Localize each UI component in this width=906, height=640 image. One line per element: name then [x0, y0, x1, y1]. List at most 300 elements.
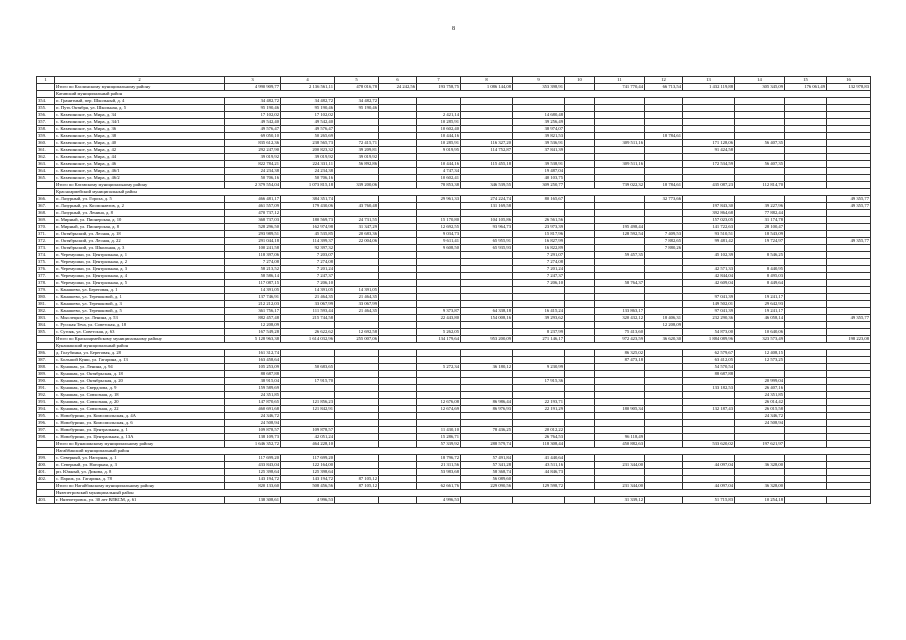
- table-cell: [461, 294, 513, 301]
- table-cell: 128 592,54: [595, 231, 645, 238]
- table-cell: [785, 301, 827, 308]
- table-cell: 39 538,91: [513, 161, 565, 168]
- table-cell: [595, 119, 645, 126]
- table-cell: 8 449,64: [735, 280, 785, 287]
- table-row: [37, 203, 871, 210]
- table-cell: 62 579,67: [683, 350, 735, 357]
- table-cell: 22 004,06: [335, 238, 379, 245]
- table-cell: [595, 196, 645, 203]
- table-cell: [335, 315, 379, 322]
- table-cell: 19 724,97: [735, 238, 785, 245]
- table-cell: [379, 322, 417, 329]
- table-cell: 5 262,05: [417, 329, 461, 336]
- table-row: [37, 385, 871, 392]
- table-cell: 42 051,24: [281, 434, 335, 441]
- table-row: [37, 119, 871, 126]
- table-cell: [785, 154, 827, 161]
- table-cell: 377.: [37, 273, 55, 280]
- table-cell: [513, 294, 565, 301]
- table-cell: [827, 476, 871, 483]
- table-cell: 394.: [37, 406, 55, 413]
- table-cell: [683, 455, 735, 462]
- table-cell: [645, 140, 683, 147]
- table-cell: 224 331,11: [281, 161, 335, 168]
- table-cell: [513, 98, 565, 105]
- table-cell: 212 212,03: [225, 301, 281, 308]
- table-cell: [565, 287, 595, 294]
- table-cell: 835 612,36: [225, 140, 281, 147]
- table-cell: [379, 427, 417, 434]
- table-cell: [335, 259, 379, 266]
- table-cell: 392 864,68: [683, 210, 735, 217]
- table-cell: [461, 357, 513, 364]
- table-cell: [645, 469, 683, 476]
- table-cell: [595, 294, 645, 301]
- table-cell: 95 190,46: [225, 105, 281, 112]
- table-cell: [785, 105, 827, 112]
- table-cell: 370.: [37, 224, 55, 231]
- table-cell: 97 041,39: [683, 308, 735, 315]
- table-cell: 358.: [37, 126, 55, 133]
- table-cell: с. Новобурино, ул. Центральная, д. 13А: [55, 434, 225, 441]
- table-cell: [595, 413, 645, 420]
- table-cell: [281, 322, 335, 329]
- column-header: 7: [417, 77, 461, 84]
- table-cell: [565, 427, 595, 434]
- table-row: [37, 441, 871, 448]
- table-cell: 320 432,12: [595, 315, 645, 322]
- table-cell: [645, 161, 683, 168]
- table-cell: 739 022,32: [595, 182, 645, 189]
- table-cell: [513, 371, 565, 378]
- table-cell: [735, 196, 785, 203]
- table-cell: [335, 455, 379, 462]
- column-header: 15: [785, 77, 827, 84]
- table-cell: [565, 217, 595, 224]
- page-number: 8: [452, 26, 455, 32]
- table-cell: 14 391,05: [225, 287, 281, 294]
- table-cell: 41 440,64: [513, 455, 565, 462]
- table-row: [37, 140, 871, 147]
- table-cell: 12 692,55: [417, 224, 461, 231]
- table-cell: 10 602,41: [417, 175, 461, 182]
- table-cell: [735, 469, 785, 476]
- table-cell: [37, 441, 55, 448]
- table-cell: 109 878,57: [225, 427, 281, 434]
- table-cell: 376.: [37, 266, 55, 273]
- table-cell: [565, 112, 595, 119]
- table-cell: [785, 315, 827, 322]
- table-cell: [595, 301, 645, 308]
- table-cell: 56 407,35: [735, 140, 785, 147]
- table-cell: [281, 392, 335, 399]
- table-cell: [461, 98, 513, 105]
- table-cell: 109 878,57: [281, 427, 335, 434]
- table-cell: [683, 287, 735, 294]
- table-cell: 19 241,17: [735, 294, 785, 301]
- table-cell: 138 109,73: [225, 434, 281, 441]
- table-cell: [379, 280, 417, 287]
- table-cell: 391.: [37, 385, 55, 392]
- table-cell: [827, 273, 871, 280]
- table-cell: 384 351,74: [281, 196, 335, 203]
- table-cell: с. Париж, ул. Гагарина, д. 78: [55, 476, 225, 483]
- table-cell: [595, 371, 645, 378]
- table-cell: 7 291,07: [513, 252, 565, 259]
- table-row: [37, 406, 871, 413]
- table-cell: [335, 280, 379, 287]
- table-cell: 51 715,83: [683, 497, 735, 504]
- table-cell: [827, 245, 871, 252]
- table-cell: [645, 420, 683, 427]
- table-cell: [785, 294, 827, 301]
- table-cell: [827, 175, 871, 182]
- table-cell: [565, 483, 595, 490]
- table-cell: [379, 483, 417, 490]
- table-cell: [417, 203, 461, 210]
- table-cell: 54 570,54: [683, 364, 735, 371]
- table-cell: 9 611,41: [417, 238, 461, 245]
- table-cell: [379, 378, 417, 385]
- table-cell: 7 206,10: [281, 280, 335, 287]
- table-cell: [379, 266, 417, 273]
- table-cell: [565, 273, 595, 280]
- table-cell: 44 097,04: [683, 462, 735, 469]
- table-cell: [513, 385, 565, 392]
- table-cell: с. Канашево, ул. Береговая, д. 1: [55, 287, 225, 294]
- table-cell: [827, 161, 871, 168]
- column-header: 5: [335, 77, 379, 84]
- table-cell: 369.: [37, 217, 55, 224]
- table-cell: [735, 476, 785, 483]
- table-cell: [37, 448, 55, 455]
- table-cell: [513, 497, 565, 504]
- table-cell: 24 508,94: [225, 420, 281, 427]
- table-row: [37, 364, 871, 371]
- table-cell: [461, 301, 513, 308]
- table-cell: 93 510,51: [683, 231, 735, 238]
- table-cell: 58 764,37: [595, 280, 645, 287]
- table-cell: 26 561,56: [513, 217, 565, 224]
- table-cell: [827, 350, 871, 357]
- table-cell: п. Черемушки, ул. Центральная, д. 5: [55, 280, 225, 287]
- table-cell: [645, 259, 683, 266]
- table-cell: 49 576,47: [281, 126, 335, 133]
- table-cell: 39 536,91: [513, 140, 565, 147]
- table-cell: 17 915,36: [513, 378, 565, 385]
- table-cell: п. Октябрьский, ул. Школьная, д. 3: [55, 245, 225, 252]
- table-cell: 392.: [37, 392, 55, 399]
- table-row: [37, 483, 871, 490]
- column-header: 11: [595, 77, 645, 84]
- table-cell: [785, 231, 827, 238]
- table-cell: 972 423,59: [595, 336, 645, 343]
- table-cell: с. Казачинское, ул. Мира, д. 44: [55, 154, 225, 161]
- table-cell: [645, 392, 683, 399]
- table-cell: [461, 154, 513, 161]
- table-cell: [565, 462, 595, 469]
- table-cell: [379, 182, 417, 189]
- table-cell: 143 194,72: [281, 476, 335, 483]
- table-cell: [37, 343, 55, 350]
- table-cell: 380.: [37, 294, 55, 301]
- table-cell: [785, 476, 827, 483]
- table-cell: 528 296,50: [225, 224, 281, 231]
- table-cell: [379, 497, 417, 504]
- table-cell: 1 086 144,08: [461, 84, 513, 91]
- table-cell: [595, 217, 645, 224]
- table-cell: [335, 350, 379, 357]
- table-cell: 466 481,17: [225, 196, 281, 203]
- table-cell: 7 201,24: [281, 266, 335, 273]
- table-cell: [683, 133, 735, 140]
- table-cell: [379, 329, 417, 336]
- table-row: [37, 301, 871, 308]
- table-cell: 21 311,56: [417, 462, 461, 469]
- table-cell: с. Казачинское, ул. Мира, д. 34: [55, 112, 225, 119]
- table-cell: [565, 252, 595, 259]
- table-cell: 39 821,53: [513, 133, 565, 140]
- column-header: 8: [461, 77, 513, 84]
- table-cell: [379, 105, 417, 112]
- table-cell: 2 421,14: [417, 112, 461, 119]
- table-cell: с. Большой Куяш, ул. Гагарина, д. 13: [55, 357, 225, 364]
- table-cell: [785, 273, 827, 280]
- table-row: [37, 476, 871, 483]
- table-cell: 339 200,06: [335, 182, 379, 189]
- table-cell: [565, 196, 595, 203]
- table-row: [37, 161, 871, 168]
- table-cell: 292 247,90: [225, 147, 281, 154]
- table-cell: 8 237,99: [513, 329, 565, 336]
- table-row: [37, 147, 871, 154]
- column-header: 13: [683, 77, 735, 84]
- table-cell: [827, 399, 871, 406]
- table-cell: [335, 119, 379, 126]
- table-cell: 9 230,99: [513, 364, 565, 371]
- table-cell: Итого по Катавскому муниципальному району: [55, 182, 225, 189]
- table-cell: [645, 175, 683, 182]
- table-cell: 31 339,12: [595, 497, 645, 504]
- table-cell: 20 683,36: [335, 231, 379, 238]
- table-row: [37, 266, 871, 273]
- table-cell: 271 146,17: [513, 336, 565, 343]
- table-row: [37, 455, 871, 462]
- table-cell: [379, 175, 417, 182]
- table-cell: 16 822,89: [513, 245, 565, 252]
- table-cell: [565, 322, 595, 329]
- table-cell: 1 646 352,72: [225, 441, 281, 448]
- table-cell: 1 614 032,96: [281, 336, 335, 343]
- table-cell: 460 691,68: [225, 406, 281, 413]
- table-cell: 105 253,09: [225, 364, 281, 371]
- table-cell: [379, 364, 417, 371]
- table-cell: [785, 322, 827, 329]
- table-cell: Итого по Кунашакскому муниципальному району: [55, 441, 225, 448]
- table-cell: 353 398,91: [513, 84, 565, 91]
- table-cell: 121 856,23: [281, 399, 335, 406]
- table-cell: с. Кунашак, ул. Совхозная, д. 18: [55, 392, 225, 399]
- table-cell: 88 687,88: [225, 371, 281, 378]
- table-cell: [595, 238, 645, 245]
- table-cell: [645, 378, 683, 385]
- table-cell: [827, 308, 871, 315]
- table-cell: [595, 168, 645, 175]
- table-cell: [735, 119, 785, 126]
- table-cell: [645, 168, 683, 175]
- table-cell: [785, 112, 827, 119]
- table-cell: 34 482,72: [335, 98, 379, 105]
- table-cell: 20 012,22: [513, 427, 565, 434]
- table-cell: [645, 252, 683, 259]
- table-cell: [417, 413, 461, 420]
- table-cell: 17 102,02: [225, 112, 281, 119]
- table-cell: 14 391,05: [281, 287, 335, 294]
- table-cell: Итого по Красноармейскому муниципальному району: [55, 336, 225, 343]
- section-title: Красноармейский муниципальный район: [55, 189, 871, 196]
- table-cell: [461, 112, 513, 119]
- table-cell: [379, 476, 417, 483]
- table-cell: [595, 364, 645, 371]
- table-cell: [335, 462, 379, 469]
- table-row: [37, 413, 871, 420]
- table-row: [37, 420, 871, 427]
- table-cell: 305 345,09: [735, 84, 785, 91]
- table-cell: [827, 427, 871, 434]
- table-cell: 10 640,06: [735, 329, 785, 336]
- table-row: [37, 168, 871, 175]
- table-cell: [683, 126, 735, 133]
- table-cell: [379, 301, 417, 308]
- table-cell: 49 355,77: [827, 238, 871, 245]
- table-cell: 24 351,85: [735, 392, 785, 399]
- table-cell: [461, 287, 513, 294]
- table-cell: [379, 357, 417, 364]
- table-cell: 362.: [37, 154, 55, 161]
- table-cell: [785, 462, 827, 469]
- table-cell: [645, 147, 683, 154]
- table-cell: 172 534,59: [683, 161, 735, 168]
- table-cell: [827, 105, 871, 112]
- table-cell: 9 034,73: [417, 231, 461, 238]
- table-cell: 78 436,25: [461, 427, 513, 434]
- table-cell: 132 978,83: [827, 84, 871, 91]
- table-cell: 7 247,37: [281, 273, 335, 280]
- table-cell: [379, 399, 417, 406]
- table-cell: 39 019,92: [225, 154, 281, 161]
- table-cell: [683, 98, 735, 105]
- table-cell: 129 598,72: [513, 483, 565, 490]
- table-cell: [785, 357, 827, 364]
- table-cell: 95 190,46: [335, 105, 379, 112]
- column-header: 14: [735, 77, 785, 84]
- table-cell: 238 565,73: [281, 140, 335, 147]
- table-cell: 154 008,16: [461, 315, 513, 322]
- table-cell: [513, 287, 565, 294]
- table-cell: 44 097,04: [683, 483, 735, 490]
- table-cell: [735, 175, 785, 182]
- table-cell: [827, 497, 871, 504]
- table-cell: 50 706,16: [281, 175, 335, 182]
- table-cell: 29 642,93: [735, 301, 785, 308]
- table-cell: [461, 175, 513, 182]
- table-cell: [461, 119, 513, 126]
- table-cell: [827, 259, 871, 266]
- table-cell: 14 391,05: [335, 287, 379, 294]
- table-cell: 7 274,08: [513, 259, 565, 266]
- table-cell: 161 312,74: [225, 350, 281, 357]
- table-cell: [417, 357, 461, 364]
- table-cell: 112 814,70: [735, 182, 785, 189]
- table-cell: [645, 224, 683, 231]
- table-cell: 50 265,69: [281, 133, 335, 140]
- table-cell: [735, 112, 785, 119]
- table-cell: [461, 210, 513, 217]
- table-cell: [645, 308, 683, 315]
- table-cell: 478 016,78: [335, 84, 379, 91]
- table-row: [37, 224, 871, 231]
- table-cell: п. Мирный, ул. Пионерская, д. 10: [55, 217, 225, 224]
- table-cell: [785, 427, 827, 434]
- table-cell: [645, 476, 683, 483]
- table-cell: [379, 252, 417, 259]
- table-cell: [379, 147, 417, 154]
- table-cell: [735, 126, 785, 133]
- column-header: 6: [379, 77, 417, 84]
- table-cell: [461, 266, 513, 273]
- table-cell: 33 067,99: [335, 301, 379, 308]
- table-cell: [565, 133, 595, 140]
- table-cell: 14 680,48: [513, 112, 565, 119]
- table-cell: 26 014,42: [735, 399, 785, 406]
- table-cell: с. Казачинское, ул. Мира, д. 46/1: [55, 168, 225, 175]
- table-cell: 403.: [37, 497, 55, 504]
- table-cell: рп. Южный, ул. Дикова, д. 8: [55, 469, 225, 476]
- table-cell: 433 843,04: [225, 462, 281, 469]
- table-cell: [645, 294, 683, 301]
- table-cell: [595, 154, 645, 161]
- table-cell: [785, 385, 827, 392]
- table-cell: [565, 119, 595, 126]
- table-cell: [565, 476, 595, 483]
- table-cell: [827, 434, 871, 441]
- table-cell: п. Черемушки, ул. Центральная, д. 3: [55, 266, 225, 273]
- table-cell: [565, 469, 595, 476]
- section-header-row: [37, 189, 871, 196]
- table-cell: 12 408,15: [735, 350, 785, 357]
- table-cell: 293 989,51: [225, 231, 281, 238]
- table-cell: [565, 203, 595, 210]
- table-cell: с. Кунашак, ул. Совхозная, д. 20: [55, 399, 225, 406]
- table-cell: [827, 392, 871, 399]
- table-cell: 138 308,61: [225, 497, 281, 504]
- table-cell: [461, 133, 513, 140]
- table-cell: [513, 154, 565, 161]
- table-cell: [827, 371, 871, 378]
- table-cell: 56 892,86: [335, 161, 379, 168]
- table-cell: 450 882,63: [595, 441, 645, 448]
- table-cell: [379, 98, 417, 105]
- table-cell: 36 328,00: [735, 462, 785, 469]
- table-cell: [827, 210, 871, 217]
- column-header: 16: [827, 77, 871, 84]
- table-cell: [379, 287, 417, 294]
- table-cell: с. Казачинское, ул. Мира, д. 38: [55, 133, 225, 140]
- table-cell: [379, 385, 417, 392]
- table-cell: [645, 441, 683, 448]
- table-row: [37, 231, 871, 238]
- table-cell: 114 752,87: [461, 147, 513, 154]
